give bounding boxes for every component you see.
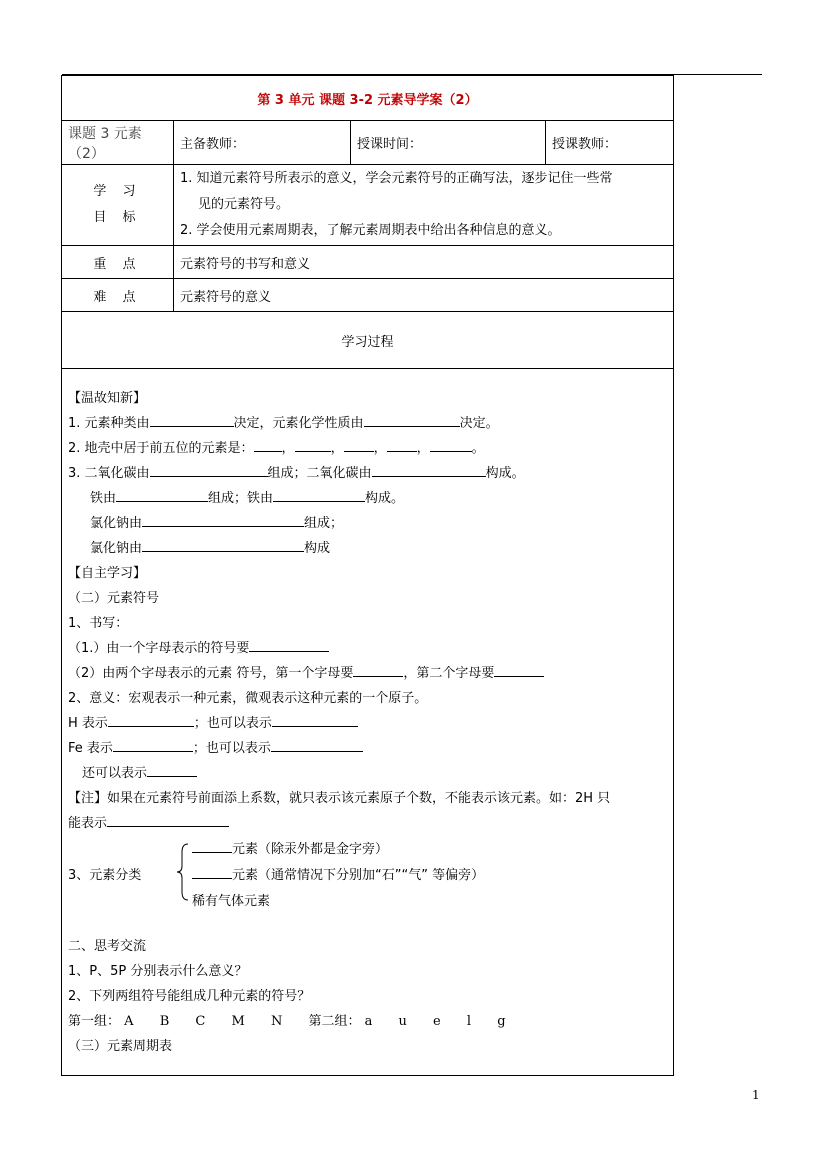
group1-item: A [124, 1013, 134, 1029]
blank[interactable] [295, 437, 331, 452]
blank[interactable] [116, 487, 208, 502]
main-teacher-field[interactable]: 主备教师： [174, 121, 351, 165]
brace-icon [176, 842, 192, 902]
write-rule-2: （2）由两个字母表示的元素 符号，第一个字母要 ，第二个字母要 [68, 661, 667, 686]
group2-item: u [398, 1013, 407, 1029]
process-heading: 学习过程 [62, 312, 674, 369]
discuss-q1: 1、P、5P 分别表示什么意义？ [68, 963, 248, 979]
group2-item: g [497, 1013, 506, 1029]
blank[interactable] [142, 537, 304, 552]
page-title: 第 3 单元 课题 3-2 元素导学案（2） [62, 76, 674, 121]
course-name: 课题 3 元素（2） [62, 121, 174, 165]
review-heading: 【温故知新】 [68, 390, 147, 406]
self-study-sub: （二）元素符号 [68, 590, 160, 606]
goal-1-cont: 见的元素符号。 [198, 197, 290, 212]
blank[interactable] [147, 762, 197, 777]
group2-item: a [364, 1013, 373, 1029]
blank[interactable] [192, 838, 232, 853]
blank[interactable] [107, 812, 229, 827]
goal-2: 2. 学会使用元素周期表，了解元素周期表中给出各种信息的意义。 [180, 223, 561, 238]
teacher-field[interactable]: 授课教师： [546, 121, 674, 165]
review-q3-iron: 铁由 组成；铁由 构成。 [68, 486, 667, 511]
review-q3-nacl-2: 氯化钠由 构成 [68, 536, 667, 561]
main-content [62, 369, 674, 1076]
blank[interactable] [387, 437, 417, 452]
blank[interactable] [254, 437, 282, 452]
group1-item: M [231, 1013, 245, 1029]
review-q1: 1. 元素种类由 决定，元素化学性质由 决定。 [68, 411, 667, 436]
page-number: 1 [752, 1088, 760, 1102]
class-metal: 元素（除汞外都是金字旁） [192, 838, 388, 857]
note-line-2: 能表示 [68, 811, 667, 836]
blank[interactable] [150, 462, 268, 477]
write-heading: 1、书写： [68, 615, 129, 631]
blank[interactable] [353, 662, 403, 677]
worksheet-table [61, 75, 674, 1076]
blank[interactable] [272, 712, 358, 727]
review-q3: 3. 二氧化碳由 组成；二氧化碳由 构成。 [68, 461, 667, 486]
blank[interactable] [113, 737, 193, 752]
h-meaning: H 表示 ；也可以表示 [68, 711, 667, 736]
blank[interactable] [249, 637, 329, 652]
goal-1: 1. 知道元素符号所表示的意义，学会元素符号的正确写法，逐步记住一些常 [180, 171, 613, 186]
group1-item: B [159, 1013, 170, 1029]
goals-label: 学 习 目 标 [62, 165, 174, 246]
key-point-text: 元素符号的书写和意义 [174, 246, 674, 279]
fe-meaning: Fe 表示 ；也可以表示 [68, 736, 667, 761]
blank[interactable] [192, 864, 232, 879]
blank[interactable] [273, 487, 365, 502]
symbol-groups: 第一组： A B C M N 第二组： a u e l g [68, 1009, 667, 1034]
group1-item: C [195, 1013, 206, 1029]
key-point-label: 重 点 [62, 246, 174, 279]
blank[interactable] [430, 437, 472, 452]
element-classification [68, 838, 667, 916]
discuss-heading: 二、思考交流 [68, 938, 147, 954]
meaning-text: 2、意义：宏观表示一种元素，微观表示这种元素的一个原子。 [68, 690, 428, 706]
periodic-table-heading: （三）元素周期表 [68, 1038, 173, 1054]
discuss-q2: 2、下列两组符号能组成几种元素的符号？ [68, 988, 311, 1004]
blank[interactable] [344, 437, 374, 452]
blank[interactable] [108, 712, 194, 727]
blank[interactable] [364, 412, 460, 427]
goals-content [174, 165, 674, 246]
difficulty-text: 元素符号的意义 [174, 279, 674, 312]
blank[interactable] [150, 412, 234, 427]
class-nonmetal: 元素（通常情况下分别加“石”“气” 等偏旁） [192, 864, 484, 883]
write-rule-1: （1.）由一个字母表示的符号要 [68, 636, 667, 661]
blank[interactable] [142, 512, 304, 527]
group2-item: e [433, 1013, 441, 1029]
review-q3-nacl-1: 氯化钠由 组成； [68, 511, 667, 536]
classify-label: 3、元素分类 [68, 867, 142, 883]
difficulty-label: 难 点 [62, 279, 174, 312]
blank[interactable] [494, 662, 544, 677]
class-noble: 稀有气体元素 [192, 893, 271, 909]
group1-item: N [270, 1013, 283, 1029]
note-line-1: 【注】如果在元素符号前面添上系数，就只表示该元素原子个数，不能表示该元素。如：2H 只 [68, 790, 611, 806]
blank[interactable] [372, 462, 486, 477]
group2-item: l [466, 1013, 472, 1029]
also-meaning: 还可以表示 [68, 761, 667, 786]
self-study-heading: 【自主学习】 [68, 565, 147, 581]
class-time-field[interactable]: 授课时间： [351, 121, 546, 165]
review-q2: 2. 地壳中居于前五位的元素是： ， ， ， ， 。 [68, 436, 667, 461]
blank[interactable] [271, 737, 363, 752]
